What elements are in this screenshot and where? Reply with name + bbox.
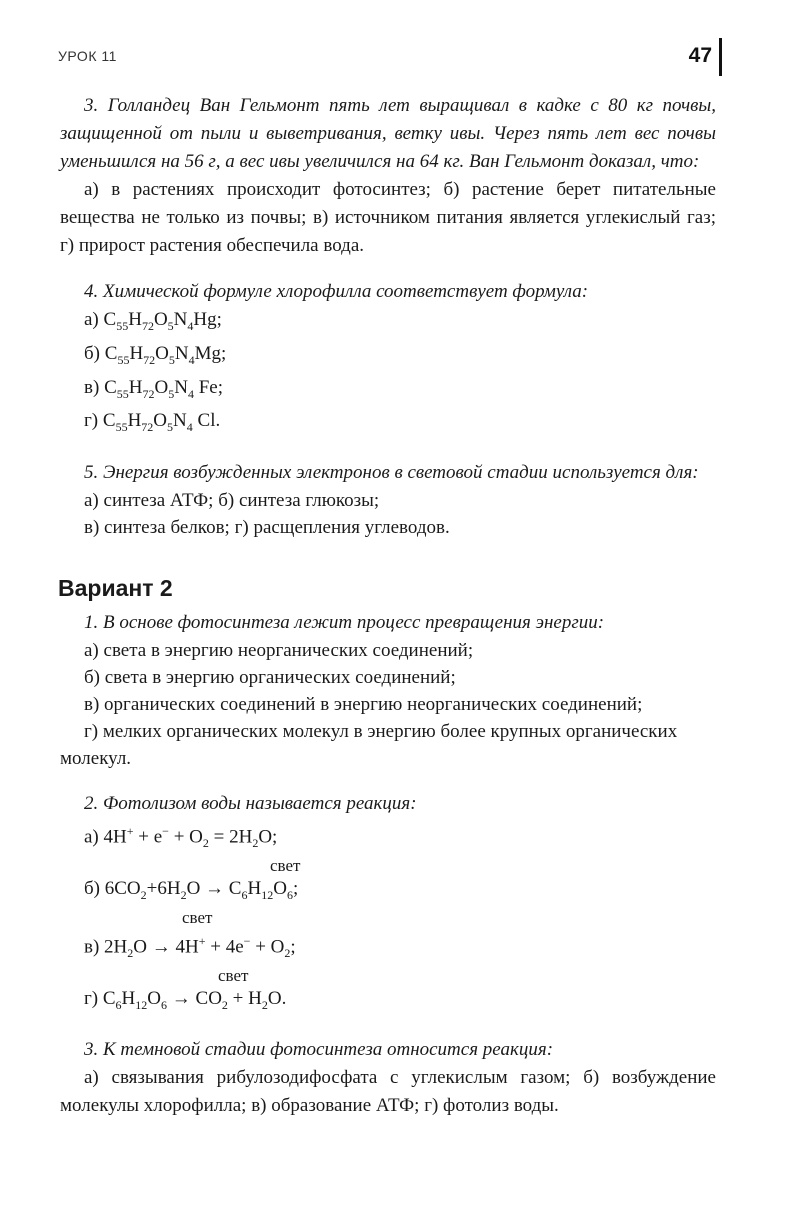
header-rule xyxy=(719,38,722,76)
svet-label-v: свет xyxy=(182,908,213,928)
v2-question-2-option-v: в) $2H_2O \to 4H^+ + 4e^- + O_2$; xyxy=(84,934,296,961)
v2-question-1-option-v: в) органических соединений в энергию неорганических соединений; xyxy=(84,694,643,716)
v2-question-1-option-a: а) света в энергию неорганических соединений; xyxy=(84,640,474,662)
question-4-option-b: б) $C_{55}H_{72}O_5N_4Mg$; xyxy=(84,342,227,367)
v2-question-2-stem: 2. Фотолизом воды называется реакция: xyxy=(84,793,417,815)
page-header xyxy=(58,44,722,74)
question-4-stem: 4. Химической формуле хлорофилла соответствует формула: xyxy=(84,281,589,302)
page-number: 47 xyxy=(688,44,712,67)
v2-question-3-stem: 3. К темновой стадии фотосинтеза относится реакция: xyxy=(84,1039,554,1061)
v2-question-1-option-g: г) мелких органических молекул в энергию более крупных органических молекул. xyxy=(60,721,678,770)
v2-question-1-option-b: б) света в энергию органических соединений; xyxy=(84,667,456,689)
variant-2-heading: Вариант 2 xyxy=(58,575,173,602)
v2-question-1-stem: 1. В основе фотосинтеза лежит процесс превращения энергии: xyxy=(84,612,605,634)
question-3-stem: 3. Голландец Ван Гельмонт пять лет выращивал в кадке с 80 кг почвы, защищенной от пыли и выветривания, ветку ивы. Через пять лет вес почвы уменьшился на 56 г, а вес ивы увеличился на 64 кг. Ван Гельмонт доказал, что: xyxy=(60,95,716,172)
page-content xyxy=(60,92,716,1120)
question-4-option-g: г) $C_{55}H_{72}O_5N_4$ Cl. xyxy=(84,410,221,435)
v2-question-2-option-b: б) $6CO_2+6H_2O \to C_6H_{12}O_6$; xyxy=(84,878,299,903)
lesson-label: УРОК 11 xyxy=(58,48,117,64)
v2-question-2-option-g: г) $C_6H_{12}O_6 \to CO_2 + H_2O$. xyxy=(84,988,287,1013)
question-4-option-v: в) $C_{55}H_{72}O_5N_4$ Fe; xyxy=(84,376,223,401)
question-3-options: а) в растениях происходит фотосинтез; б) растение берет питательные вещества не только из почвы; в) источником питания является углекислый газ; г) прирост растения обеспечила вода. xyxy=(60,179,716,256)
question-4-option-a: а) $C_{55}H_{72}O_5N_4Hg$; xyxy=(84,309,222,333)
question-5-options-line-2: в) синтеза белков; г) расщепления углеводов. xyxy=(84,517,450,539)
svet-label-g: свет xyxy=(218,966,249,986)
question-5-options-line-1: а) синтеза АТФ; б) синтеза глюкозы; xyxy=(84,490,380,512)
v2-question-2-option-a: а) $4H^+ + e^- + O_2 = 2H_2O$; xyxy=(84,824,278,851)
svet-label-b: свет xyxy=(270,856,301,876)
question-5-stem: 5. Энергия возбужденных электронов в световой стадии используется для: xyxy=(84,462,699,484)
v2-question-3-options: а) связывания рибулозодифосфата с углекислым газом; б) возбуждение молекулы хлорофилла; в) образование АТФ; г) фотолиз воды. xyxy=(60,1067,716,1117)
